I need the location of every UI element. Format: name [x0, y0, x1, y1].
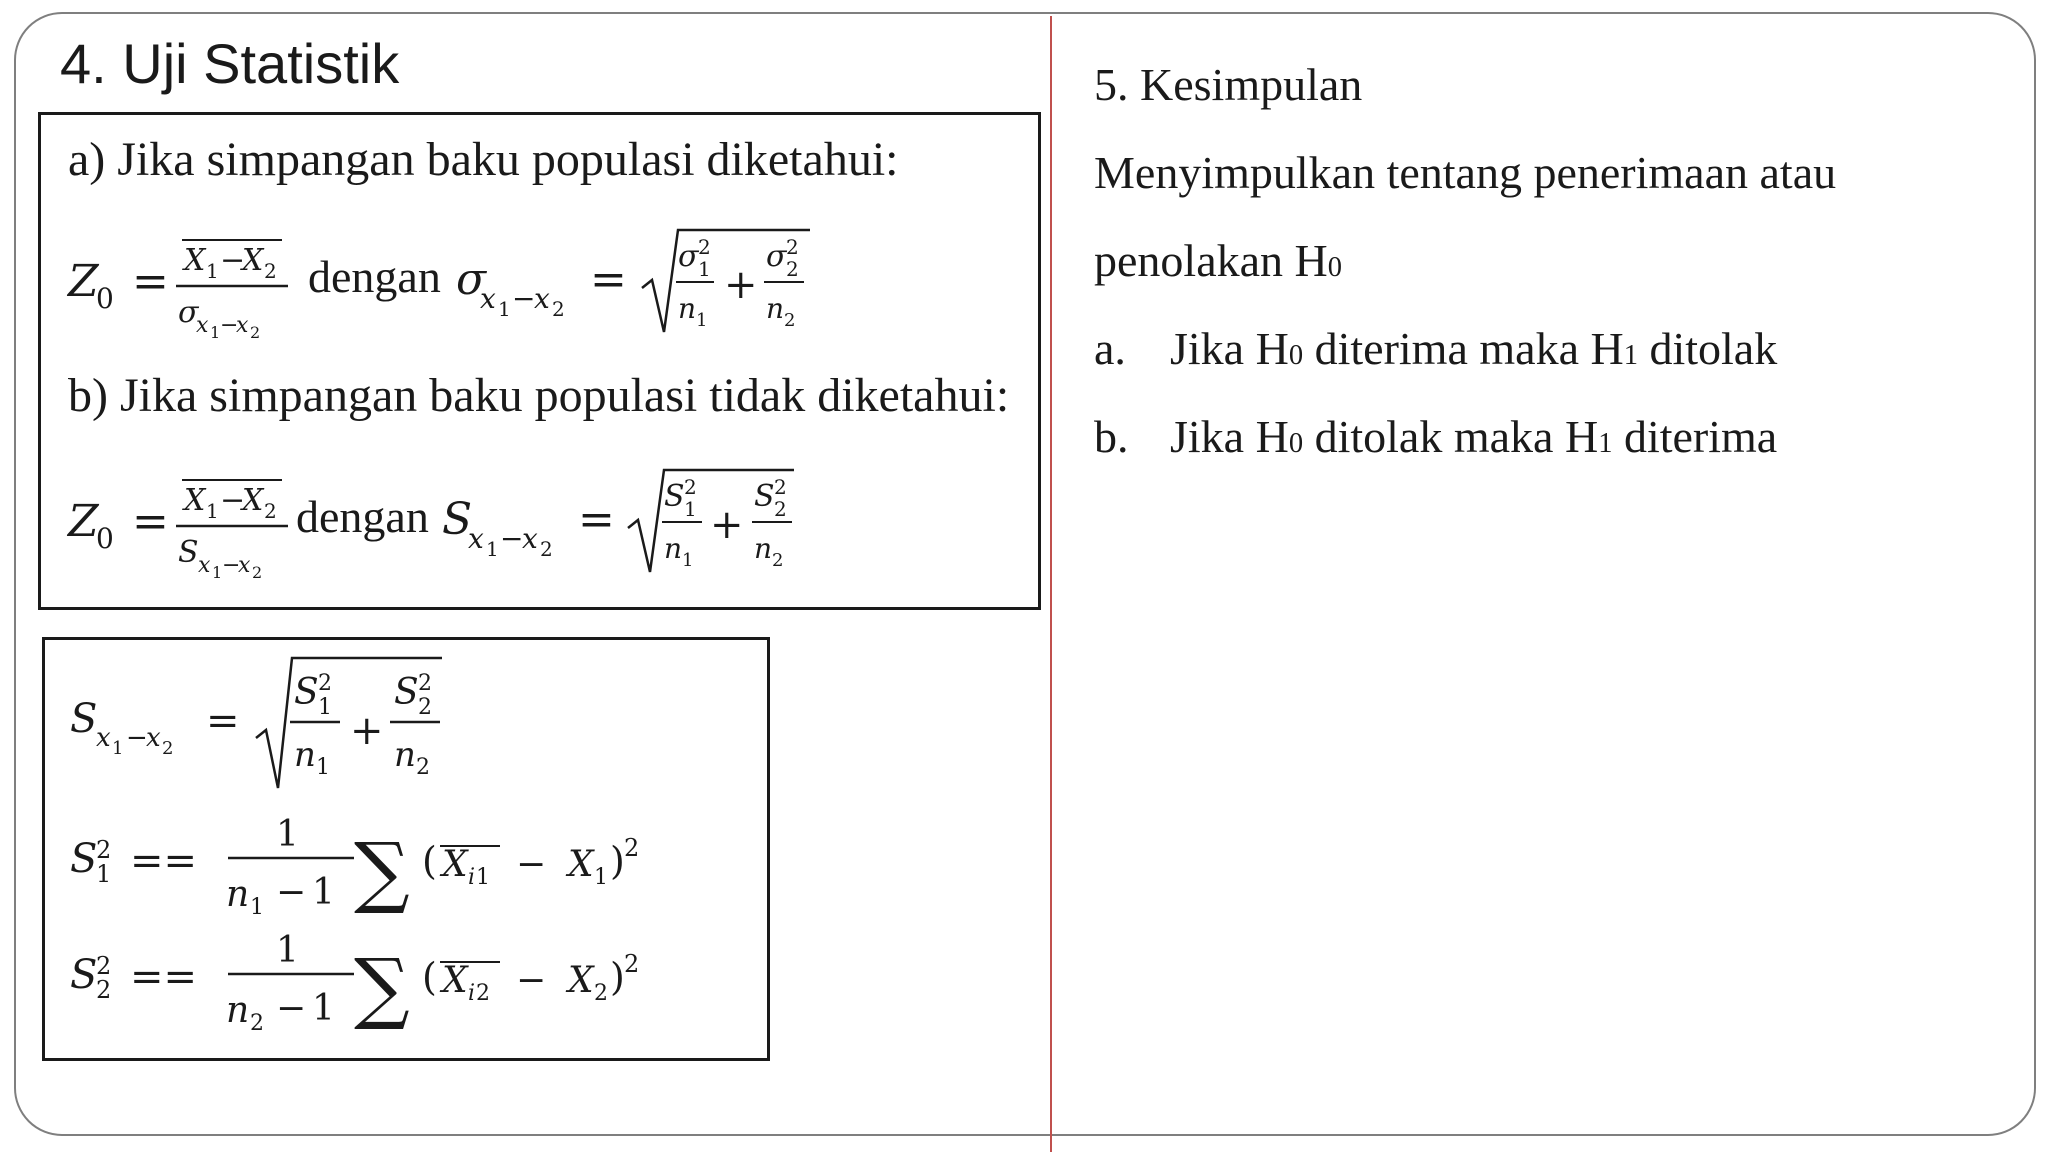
svg-text:X: X	[184, 483, 206, 518]
formula-s2-squared	[68, 924, 688, 1034]
svg-text:2: 2	[786, 257, 799, 281]
svg-text:1: 1	[498, 297, 511, 321]
svg-text:x: x	[146, 723, 161, 753]
svg-text:): )	[610, 955, 625, 999]
svg-text:0: 0	[96, 522, 114, 555]
svg-text:2: 2	[418, 671, 432, 696]
svg-text:+: +	[350, 708, 384, 754]
svg-text:x: x	[468, 522, 484, 555]
svg-text:=: =	[132, 256, 169, 307]
svg-text:2: 2	[250, 323, 261, 342]
svg-text:1: 1	[276, 930, 299, 971]
svg-text:2: 2	[552, 297, 565, 321]
svg-text:−: −	[220, 483, 246, 518]
connector-dengan: dengan	[308, 251, 441, 302]
svg-text:x: x	[480, 282, 496, 315]
svg-text:==: ==	[130, 838, 198, 884]
slide-title: 4. Uji Statistik	[60, 32, 400, 95]
svg-text:1: 1	[250, 895, 264, 920]
svg-text:S: S	[754, 479, 775, 514]
svg-text:−: −	[222, 553, 241, 578]
svg-text:2: 2	[250, 1011, 264, 1036]
svg-text:x: x	[238, 553, 251, 578]
svg-text:(: (	[422, 839, 437, 883]
svg-text:1: 1	[318, 695, 332, 720]
svg-text:−: −	[516, 844, 547, 885]
case-b-label: b) Jika simpangan baku populasi tidak diketahui:	[68, 369, 1010, 422]
formula-z0-known-sigma	[64, 222, 844, 347]
svg-text:1: 1	[476, 865, 490, 890]
svg-text:X: X	[242, 243, 264, 278]
svg-text:2: 2	[264, 499, 277, 523]
svg-text:1: 1	[696, 310, 708, 331]
svg-text:1: 1	[594, 865, 608, 890]
svg-text:(: (	[422, 955, 437, 999]
svg-text:2: 2	[264, 259, 277, 283]
svg-text:σ: σ	[678, 239, 699, 274]
svg-text:=: =	[132, 496, 169, 547]
svg-text:n: n	[226, 990, 250, 1031]
svg-text:∑: ∑	[354, 943, 410, 1033]
svg-text:n: n	[394, 735, 416, 775]
svg-text:n: n	[294, 735, 316, 775]
svg-text:X: X	[442, 844, 468, 885]
svg-text:2: 2	[96, 976, 112, 1004]
svg-text:2: 2	[318, 671, 332, 696]
svg-text:−: −	[500, 522, 524, 555]
svg-text:1: 1	[682, 550, 694, 571]
svg-text:2: 2	[252, 563, 263, 582]
svg-text:X: X	[442, 960, 468, 1001]
svg-text:Z: Z	[68, 256, 99, 307]
svg-text:−: −	[512, 282, 536, 315]
svg-text:1: 1	[206, 499, 219, 523]
svg-text:2: 2	[772, 550, 784, 571]
svg-text:x: x	[96, 723, 111, 753]
svg-text:S: S	[70, 836, 98, 882]
svg-text:S: S	[70, 696, 98, 742]
svg-text:0: 0	[96, 282, 114, 315]
svg-text:2: 2	[684, 475, 697, 499]
svg-text:S: S	[178, 535, 199, 570]
svg-text:σ: σ	[766, 239, 787, 274]
svg-text:i: i	[468, 981, 476, 1006]
svg-text:−: −	[220, 243, 246, 278]
svg-text:2: 2	[784, 310, 796, 331]
svg-text:2: 2	[786, 235, 799, 259]
svg-text:S: S	[664, 479, 685, 514]
connector-dengan-b: dengan	[296, 491, 429, 542]
svg-text:∑: ∑	[354, 827, 410, 917]
conclusion-heading: 5. Kesimpulan	[1094, 59, 1363, 110]
svg-text:1: 1	[112, 738, 124, 759]
svg-text:i: i	[468, 865, 476, 890]
formula-z0-unknown-sigma	[64, 462, 844, 587]
svg-text:2: 2	[624, 834, 640, 862]
svg-text:=: =	[578, 494, 615, 545]
svg-text:X: X	[184, 243, 206, 278]
svg-text:Z: Z	[68, 496, 99, 547]
formula-s1-squared	[68, 808, 688, 918]
svg-text:2: 2	[774, 497, 787, 521]
svg-text:1: 1	[212, 563, 223, 582]
svg-text:1: 1	[312, 988, 335, 1029]
svg-text:−: −	[220, 313, 239, 338]
svg-text:): )	[610, 839, 625, 883]
svg-text:2: 2	[594, 981, 608, 1006]
svg-text:X: X	[568, 960, 594, 1001]
conclusion-item-b: b. Jika H0 ditolak maka H1 diterima	[1094, 411, 1778, 462]
conclusion-body-line2: penolakan H0	[1094, 235, 1343, 286]
svg-text:1: 1	[276, 814, 299, 855]
svg-text:1: 1	[206, 259, 219, 283]
svg-text:1: 1	[96, 860, 112, 888]
svg-text:2: 2	[418, 695, 432, 720]
svg-text:n: n	[664, 532, 683, 565]
conclusion-body-line1: Menyimpulkan tentang penerimaan atau	[1094, 147, 1837, 198]
svg-text:S: S	[442, 494, 473, 545]
svg-text:1: 1	[486, 537, 499, 561]
svg-text:1: 1	[698, 257, 711, 281]
svg-text:1: 1	[210, 323, 221, 342]
svg-text:n: n	[678, 292, 697, 325]
svg-text:2: 2	[96, 836, 112, 864]
svg-text:−: −	[126, 723, 148, 753]
svg-text:1: 1	[684, 497, 697, 521]
svg-text:x: x	[198, 553, 211, 578]
svg-text:σ: σ	[456, 254, 487, 305]
svg-text:S: S	[394, 672, 419, 713]
svg-text:S: S	[294, 672, 319, 713]
svg-text:1: 1	[312, 872, 335, 913]
svg-text:2: 2	[698, 235, 711, 259]
svg-text:−: −	[276, 988, 307, 1029]
svg-text:+: +	[724, 262, 758, 308]
svg-text:2: 2	[476, 981, 490, 1006]
svg-text:−: −	[276, 872, 307, 913]
svg-text:S: S	[70, 952, 98, 998]
svg-text:2: 2	[416, 755, 430, 780]
svg-text:x: x	[196, 313, 209, 338]
svg-text:2: 2	[162, 738, 174, 759]
column-divider	[1050, 16, 1052, 1152]
svg-text:X: X	[568, 844, 594, 885]
svg-text:2: 2	[774, 475, 787, 499]
svg-text:n: n	[766, 292, 785, 325]
svg-text:n: n	[226, 874, 250, 915]
svg-text:2: 2	[540, 537, 553, 561]
svg-text:2: 2	[96, 952, 112, 980]
formula-s-x1-x2	[68, 652, 488, 792]
svg-text:n: n	[754, 532, 773, 565]
svg-text:2: 2	[624, 950, 640, 978]
svg-text:−: −	[516, 960, 547, 1001]
conclusion-item-a: a. Jika H0 diterima maka H1 ditolak	[1094, 323, 1778, 374]
svg-text:=: =	[590, 254, 627, 305]
svg-text:x: x	[236, 313, 249, 338]
svg-text:+: +	[710, 502, 744, 548]
svg-text:1: 1	[316, 755, 330, 780]
svg-text:σ: σ	[178, 295, 199, 330]
case-a-label: a) Jika simpangan baku populasi diketahui:	[68, 133, 899, 186]
svg-text:x: x	[522, 522, 538, 555]
svg-text:=: =	[206, 698, 240, 744]
svg-text:x: x	[534, 282, 550, 315]
svg-text:==: ==	[130, 954, 198, 1000]
svg-text:X: X	[242, 483, 264, 518]
